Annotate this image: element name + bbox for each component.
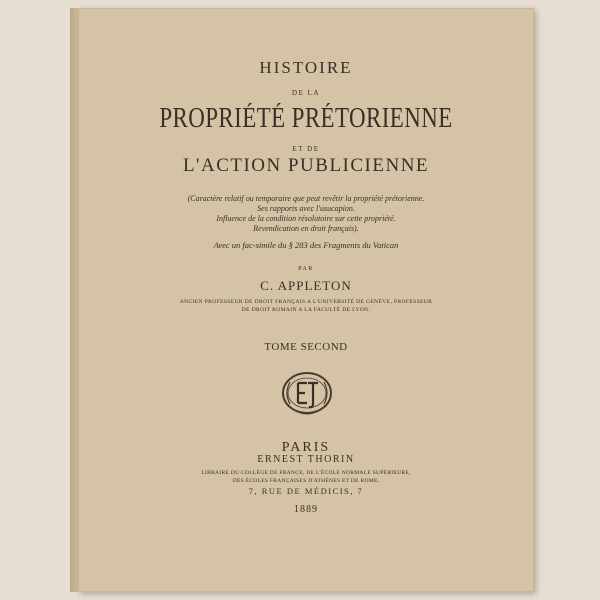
imprint-address: 7, RUE DE MÉDICIS, 7: [248, 486, 364, 496]
publisher-monogram-emblem-icon: [280, 368, 334, 418]
author-credentials-line: DE DROIT ROMAIN A LA FACULTÉ DE LYON.: [241, 307, 371, 313]
description-line: Influence de la condition résolutoire sur cette propriété.: [216, 214, 396, 223]
title-line-de-la: DE LA: [292, 89, 320, 97]
facsimile-note: Avec un fac-simile du § 283 des Fragments du Vatican: [213, 240, 399, 250]
volume-label: TOME SECOND: [264, 341, 348, 353]
description-line: (Caractère relatif ou temporaire que peut revêtir la propriété prétorienne.: [187, 194, 425, 203]
author-credentials: [78, 298, 534, 314]
title-line-histoire: HISTOIRE: [259, 58, 353, 77]
page-edge: [70, 8, 78, 592]
imprint-year: 1889: [294, 504, 318, 515]
imprint-info-line: LIBRAIRE DU COLLÈGE DE FRANCE, DE L'ÉCOLE NORMALE SUPÉRIEURE,: [201, 470, 411, 476]
title-subtitle: L'ACTION PUBLICIENNE: [182, 155, 430, 176]
imprint-publisher: ERNEST THORIN: [257, 454, 355, 465]
title-main: PROPRIÉTÉ PRÉTORIENNE: [159, 103, 453, 134]
title-line-et-de: ET DE: [292, 145, 320, 153]
imprint-place: PARIS: [281, 440, 331, 455]
title-page: [78, 8, 534, 592]
description-block: [78, 194, 534, 234]
author-name: C. APPLETON: [260, 278, 352, 293]
author-credentials-line: ANCIEN PROFESSEUR DE DROIT FRANÇAIS A L'UNIVERSITÉ DE GENÈVE, PROFESSEUR: [179, 299, 433, 305]
description-line: Revendication en droit français).: [253, 224, 359, 233]
imprint-info-line: DES ÉCOLES FRANÇAISES D'ATHÈNES ET DE ROME,: [232, 478, 380, 484]
by-label: PAR: [298, 266, 314, 272]
imprint-publisher-info: [78, 469, 534, 485]
description-line: Ses rapports avec l'usucapion.: [257, 204, 355, 213]
